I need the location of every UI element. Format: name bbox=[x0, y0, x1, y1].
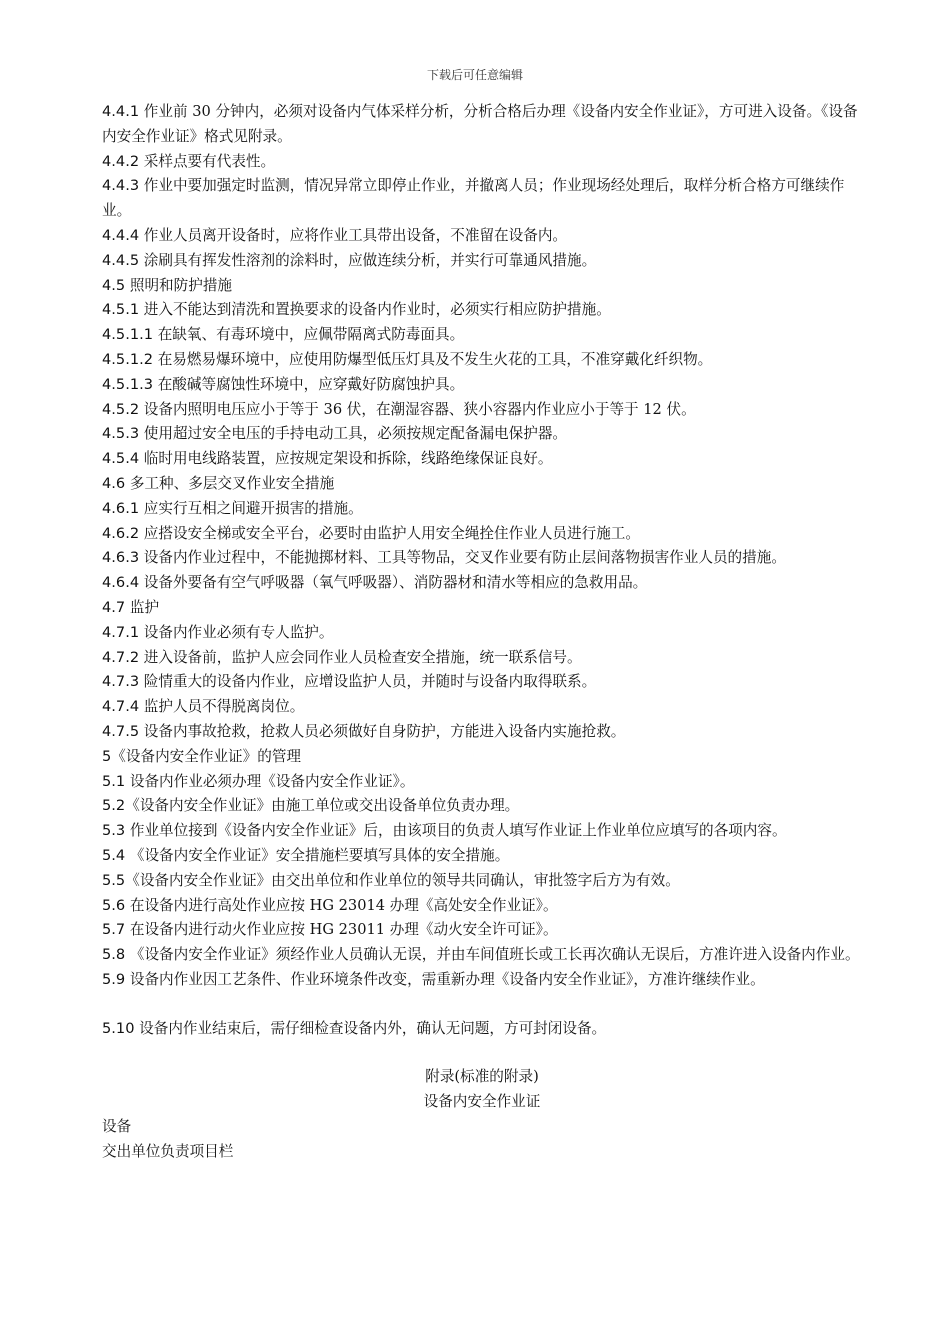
paragraph bbox=[102, 695, 862, 720]
paragraph bbox=[102, 497, 862, 522]
clause-text: 应实行互相之间避开损害的措施。 bbox=[139, 499, 363, 517]
paragraph bbox=[102, 869, 862, 894]
clause-number: 4.5.1.2 bbox=[102, 350, 154, 368]
clause-number: 4.4.2 bbox=[102, 152, 140, 170]
paragraph bbox=[102, 894, 862, 919]
paragraph bbox=[102, 274, 862, 299]
clause-text: 作业单位接到《设备内安全作业证》后，由该项目的负责人填写作业证上作业单位应填写的各项内容。 bbox=[125, 822, 787, 840]
clause-text: 临时用电线路装置，应按规定架设和拆除，线路绝缘保证良好。 bbox=[139, 450, 553, 468]
blank-line bbox=[102, 993, 862, 1018]
clause-number: 4.6.3 bbox=[102, 549, 140, 567]
clause-number: 4.6.1 bbox=[102, 499, 140, 517]
clause-text: 《设备内安全作业证》由施工单位或交出设备单位负责办理。 bbox=[125, 797, 520, 815]
appendix-title: 附录(标准的附录) bbox=[425, 1068, 539, 1086]
paragraph bbox=[102, 323, 862, 348]
clause-text: 设备内作业过程中，不能抛掷材料、工具等物品，交叉作业要有防止层间落物损害作业人员的措施。 bbox=[139, 549, 786, 567]
clause-text: 《设备内安全作业证》须经作业人员确认无误，并由车间值班长或工长再次确认无误后，方准许进入设备内作业。 bbox=[125, 946, 860, 964]
paragraph bbox=[102, 819, 862, 844]
clause-text: 《设备内安全作业证》安全措施栏要填写具体的安全措施。 bbox=[125, 846, 510, 864]
form-label-handover-unit: 交出单位负责项目栏 bbox=[102, 1142, 234, 1160]
clause-text: 进入不能达到清洗和置换要求的设备内作业时，必须实行相应防护措施。 bbox=[139, 301, 611, 319]
paragraph bbox=[102, 348, 862, 373]
paragraph bbox=[102, 770, 862, 795]
clause-number: 5.2 bbox=[102, 797, 126, 815]
paragraph bbox=[102, 571, 862, 596]
appendix-section bbox=[102, 1065, 862, 1164]
paragraph bbox=[102, 918, 862, 943]
clause-number: 4.4.5 bbox=[102, 251, 140, 269]
clause-number: 4.5.1.1 bbox=[102, 326, 154, 344]
clause-text: 设备内事故抢救，抢救人员必须做好自身防护，方能进入设备内实施抢救。 bbox=[139, 722, 626, 740]
document-body bbox=[102, 100, 862, 1164]
paragraph bbox=[102, 150, 862, 175]
clause-number: 4.7.1 bbox=[102, 623, 140, 641]
clause-text: 设备内作业因工艺条件、作业环境条件改变，需重新办理《设备内安全作业证》，方准许继续作业。 bbox=[125, 970, 765, 988]
clause-text: 设备内作业结束后，需仔细检查设备内外，确认无问题，方可封闭设备。 bbox=[134, 1020, 607, 1038]
paragraph bbox=[102, 844, 862, 869]
paragraph-list bbox=[102, 100, 862, 993]
clause-number: 4.6.2 bbox=[102, 524, 140, 542]
paragraph bbox=[102, 968, 862, 993]
paragraph bbox=[102, 621, 862, 646]
clause-number: 5.1 bbox=[102, 772, 126, 790]
paragraph bbox=[102, 943, 862, 968]
clause-number: 5.3 bbox=[102, 822, 126, 840]
clause-number: 5 bbox=[102, 747, 112, 765]
paragraph bbox=[102, 249, 862, 274]
clause-text: 监护 bbox=[125, 598, 160, 616]
paragraph bbox=[102, 546, 862, 571]
clause-text: 《设备内安全作业证》由交出单位和作业单位的领导共同确认，审批签字后方为有效。 bbox=[125, 871, 680, 889]
clause-text: 设备外要备有空气呼吸器（氧气呼吸器）、消防器材和清水等相应的急救用品。 bbox=[139, 574, 648, 592]
paragraph bbox=[102, 720, 862, 745]
clause-number: 4.7.3 bbox=[102, 673, 140, 691]
clause-text: 在设备内进行高处作业应按 HG 23014 办理《高处安全作业证》。 bbox=[125, 896, 558, 914]
clause-number: 4.5.4 bbox=[102, 450, 140, 468]
paragraph bbox=[102, 398, 862, 423]
clause-number: 5.6 bbox=[102, 896, 126, 914]
paragraph bbox=[102, 100, 862, 150]
clause-number: 4.4.4 bbox=[102, 226, 140, 244]
clause-text: 照明和防护措施 bbox=[125, 276, 233, 294]
paragraph bbox=[102, 646, 862, 671]
clause-text: 设备内作业必须有专人监护。 bbox=[139, 623, 334, 641]
paragraph bbox=[102, 447, 862, 472]
paragraph bbox=[102, 422, 862, 447]
clause-number: 4.7.4 bbox=[102, 698, 140, 716]
clause-text: 作业中要加强定时监测，情况异常立即停止作业，并撤离人员；作业现场经处理后，取样分析合格方可继续作业。 bbox=[102, 177, 845, 220]
clause-text: 进入设备前，监护人应会同作业人员检查安全措施，统一联系信号。 bbox=[139, 648, 582, 666]
paragraph bbox=[102, 224, 862, 249]
clause-number: 4.5.3 bbox=[102, 425, 140, 443]
clause-number: 5.4 bbox=[102, 846, 126, 864]
clause-text: 险情重大的设备内作业，应增设监护人员，并随时与设备内取得联系。 bbox=[139, 673, 597, 691]
clause-text: 在设备内进行动火作业应按 HG 23011 办理《动火安全许可证》。 bbox=[125, 921, 558, 939]
paragraph bbox=[102, 174, 862, 224]
clause-text: 在酸碱等腐蚀性环境中，应穿戴好防腐蚀护具。 bbox=[153, 375, 465, 393]
clause-number: 4.4.1 bbox=[102, 103, 140, 120]
clause-text: 多工种、多层交叉作业安全措施 bbox=[125, 474, 335, 492]
clause-number: 4.6 bbox=[102, 474, 126, 492]
clause-text: 作业前 30 分钟内，必须对设备内气体采样分析，分析合格后办理《设备内安全作业证》，方可进入设备。《设备内安全作业证》格式见附录。 bbox=[102, 103, 858, 145]
clause-number: 4.5 bbox=[102, 276, 126, 294]
clause-number: 4.4.3 bbox=[102, 177, 140, 195]
page-header: 下载后可任意编辑 bbox=[426, 68, 523, 82]
clause-text: 监护人员不得脱离岗位。 bbox=[139, 698, 305, 716]
clause-text: 在易燃易爆环境中，应使用防爆型低压灯具及不发生火花的工具，不准穿戴化纤织物。 bbox=[153, 350, 713, 368]
paragraph bbox=[102, 373, 862, 398]
paragraph bbox=[102, 794, 862, 819]
clause-text: 设备内作业必须办理《设备内安全作业证》。 bbox=[125, 772, 415, 790]
clause-text: 在缺氧、有毒环境中，应佩带隔离式防毒面具。 bbox=[153, 326, 465, 344]
clause-text: 设备内照明电压应小于等于 36 伏，在潮湿容器、狭小容器内作业应小于等于 12 伏。 bbox=[139, 400, 696, 418]
clause-text: 《设备内安全作业证》的管理 bbox=[111, 747, 302, 765]
clause-number: 5.8 bbox=[102, 946, 126, 964]
paragraph bbox=[102, 745, 862, 770]
paragraph-5-10 bbox=[102, 1017, 862, 1042]
paragraph bbox=[102, 298, 862, 323]
paragraph bbox=[102, 522, 862, 547]
paragraph bbox=[102, 670, 862, 695]
clause-text: 采样点要有代表性。 bbox=[139, 152, 276, 170]
clause-number: 5.10 bbox=[102, 1020, 135, 1038]
clause-number: 5.7 bbox=[102, 921, 126, 939]
clause-number: 5.9 bbox=[102, 970, 126, 988]
clause-number: 4.7.2 bbox=[102, 648, 140, 666]
clause-number: 4.7.5 bbox=[102, 722, 140, 740]
appendix-subtitle: 设备内安全作业证 bbox=[423, 1093, 541, 1111]
clause-text: 使用超过安全电压的手持电动工具，必须按规定配备漏电保护器。 bbox=[139, 425, 568, 443]
clause-number: 4.5.1 bbox=[102, 301, 140, 319]
paragraph bbox=[102, 472, 862, 497]
paragraph bbox=[102, 596, 862, 621]
clause-text: 应搭设安全梯或安全平台，必要时由监护人用安全绳拴住作业人员进行施工。 bbox=[139, 524, 640, 542]
form-label-equipment: 设备 bbox=[102, 1117, 132, 1135]
clause-number: 4.5.2 bbox=[102, 400, 140, 418]
clause-number: 4.7 bbox=[102, 598, 126, 616]
clause-number: 5.5 bbox=[102, 871, 126, 889]
clause-number: 4.6.4 bbox=[102, 574, 140, 592]
clause-number: 4.5.1.3 bbox=[102, 375, 154, 393]
clause-text: 作业人员离开设备时，应将作业工具带出设备，不准留在设备内。 bbox=[139, 226, 568, 244]
clause-text: 涂刷具有挥发性溶剂的涂料时，应做连续分析，并实行可靠通风措施。 bbox=[139, 251, 597, 269]
